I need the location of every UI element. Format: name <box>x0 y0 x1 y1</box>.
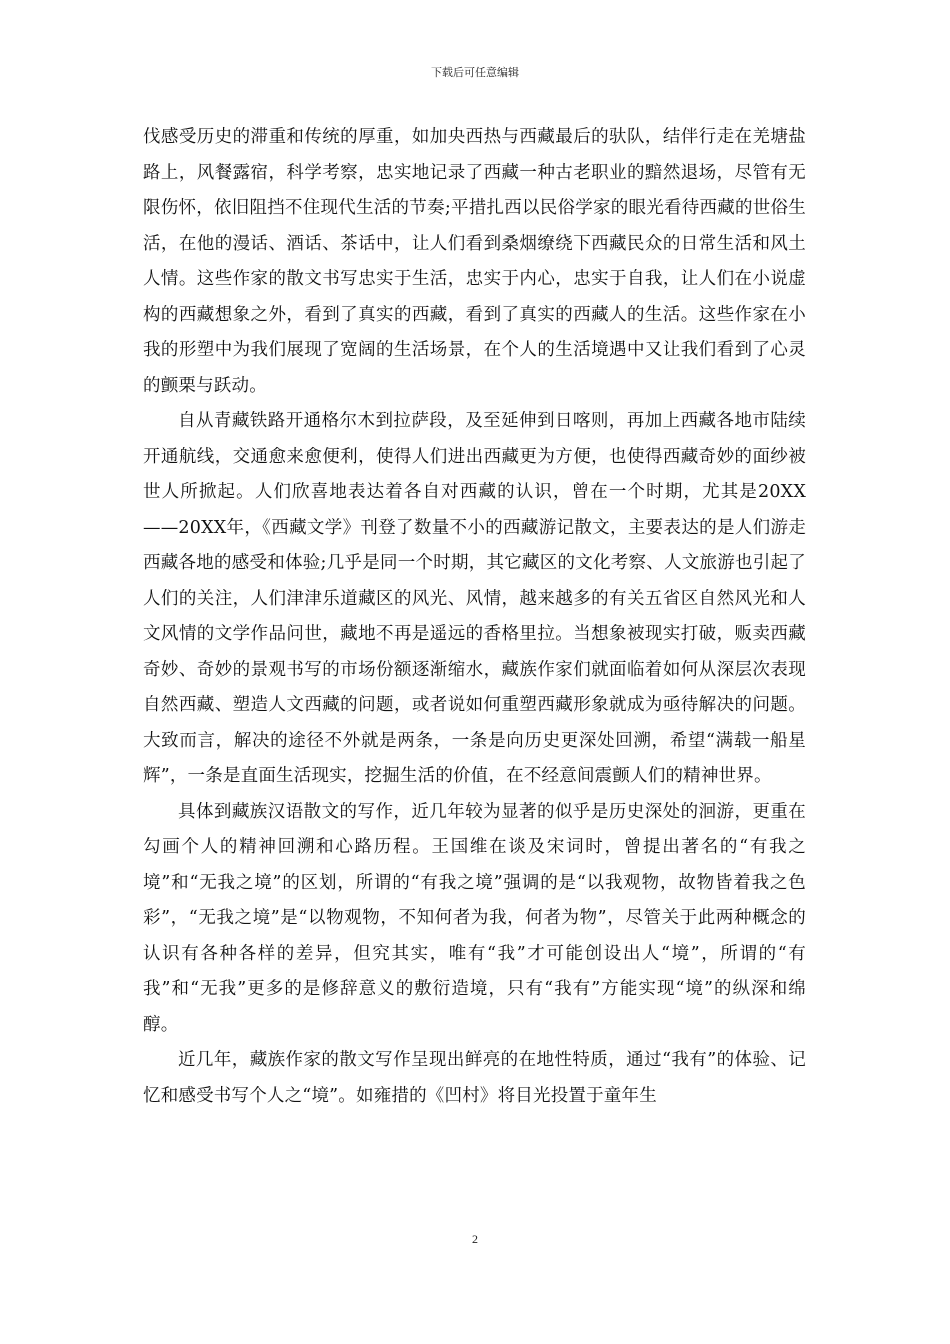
page-header: 下载后可任意编辑 <box>431 66 519 79</box>
paragraph-3: 具体到藏族汉语散文的写作，近几年较为显著的似乎是历史深处的洄游，更重在勾画个人的精神回溯和心路历程。王国维在谈及宋词时，曾提出著名的“有我之境”和“无我之境”的区划，所谓的“有我之境”强调的是“以我观物，故物皆着我之色彩”，“无我之境”是“以物观物，不知何者为我，何者为物”，尽管关于此两种概念的认识有各种各样的差异，但究其实，唯有“我”才可能创设出人“境”，所谓的“有我”和“无我”更多的是修辞意义的敷衍造境，只有“我有”方能实现“境”的纵深和绵醇。 <box>143 801 806 1035</box>
paragraph-1: 伐感受历史的滞重和传统的厚重，如加央西热与西藏最后的驮队，结伴行走在羌塘盐路上，风餐露宿，科学考察，忠实地记录了西藏一种古老职业的黯然退场，尽管有无限伤怀，依旧阻挡不住现代生活的节奏;平措扎西以民俗学家的眼光看待西藏的世俗生活，在他的漫话、酒话、茶话中，让人们看到桑烟缭绕下西藏民众的日常生活和风土人情。这些作家的散文书写忠实于生活，忠实于内心，忠实于自我，让人们在小说虚构的西藏想象之外，看到了真实的西藏，看到了真实的西藏人的生活。这些作家在小我的形塑中为我们展现了宽阔的生活场景，在个人的生活境遇中又让我们看到了心灵的颤栗与跃动。 <box>143 127 806 396</box>
page-number: 2 <box>472 1232 478 1246</box>
paragraph-2: 自从青藏铁路开通格尔木到拉萨段，及至延伸到日喀则，再加上西藏各地市陆续开通航线，交通愈来愈便利，使得人们进出西藏更为方便，也使得西藏奇妙的面纱被世人所掀起。人们欣喜地表达着各自对西藏的认识，曾在一个时期，尤其是20XX——20XX年，《西藏文学》刊登了数量不小的西藏游记散文，主要表达的是人们游走西藏各地的感受和体验;几乎是同一个时期，其它藏区的文化考察、人文旅游也引起了人们的关注，人们津津乐道藏区的风光、风情，越来越多的有关五省区自然风光和人文风情的文学作品问世，藏地不再是遥远的香格里拉。当想象被现实打破，贩卖西藏奇妙、奇妙的景观书写的市场份额逐渐缩水，藏族作家们就面临着如何从深层次表现自然西藏、塑造人文西藏的问题，或者说如何重塑西藏形象就成为亟待解决的问题。大致而言，解决的途径不外就是两条，一条是向历史更深处回溯，希望“满载一船星辉”，一条是直面生活现实，挖掘生活的价值，在不经意间震颤人们的精神世界。 <box>143 411 806 786</box>
body-text <box>143 120 806 1114</box>
paragraph-4: 近几年，藏族作家的散文写作呈现出鲜亮的在地性特质，通过“我有”的体验、记忆和感受书写个人之“境”。如雍措的《凹村》将目光投置于童年生 <box>143 1050 806 1106</box>
